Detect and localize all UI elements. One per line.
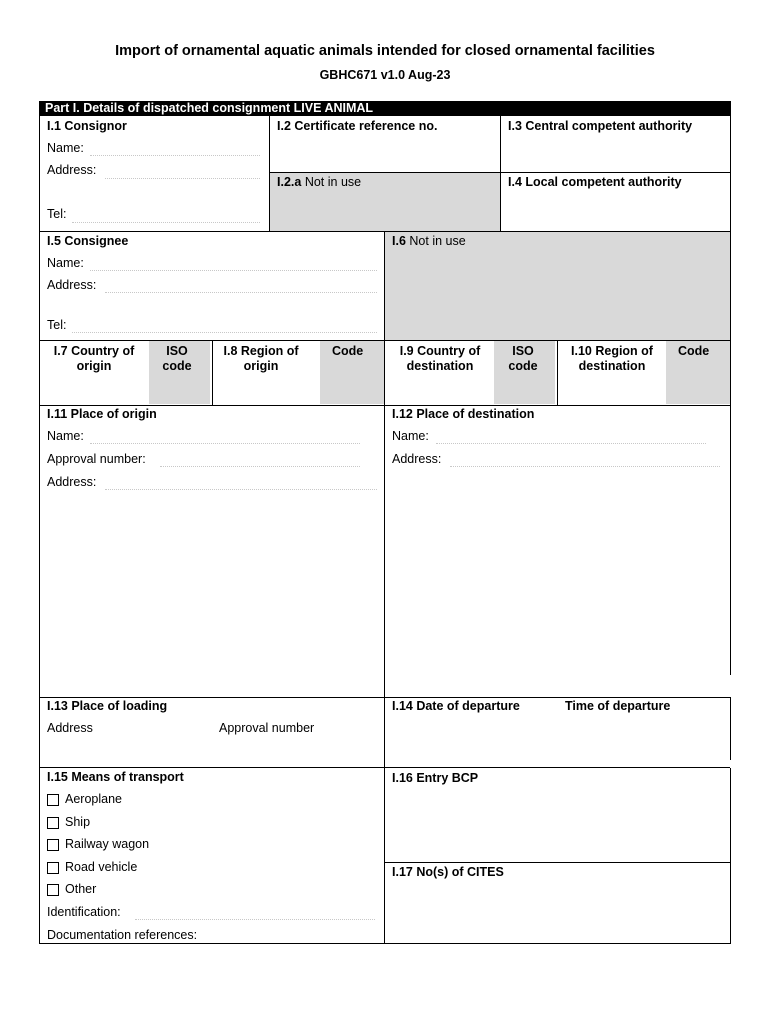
i5-name-field[interactable]: [90, 270, 377, 271]
i17-cites-label: I.17 No(s) of CITES: [392, 865, 504, 879]
i10-code-label: Code: [678, 344, 710, 358]
i11-name-label: Name:: [47, 429, 84, 443]
i6-note: Not in use: [409, 234, 466, 248]
i1-tel-label: Tel:: [47, 207, 67, 221]
i8-code-label: Code: [332, 344, 364, 358]
document-title: Import of ornamental aquatic animals intended for closed ornamental facilities: [115, 43, 655, 59]
i5-address-label: Address:: [47, 278, 97, 292]
i1-tel-field[interactable]: [72, 222, 260, 223]
i2a-label: I.2.a: [277, 175, 302, 189]
i11-address-field[interactable]: [105, 489, 377, 490]
i6-label: I.6: [392, 234, 406, 248]
option-ship-label: Ship: [65, 815, 91, 829]
option-other-label: Other: [65, 882, 97, 896]
i10-region-of-destination-label: I.10 Region of destination: [571, 344, 653, 373]
i14-date-of-departure-label: I.14 Date of departure: [392, 699, 520, 713]
i11-address-label: Address:: [47, 475, 97, 489]
i2-certificate-reference-label: I.2 Certificate reference no.: [277, 119, 438, 133]
i5-consignee-label: I.5 Consignee: [47, 234, 129, 248]
option-road-vehicle-label: Road vehicle: [65, 860, 138, 874]
checkbox-aeroplane[interactable]: [47, 794, 59, 806]
i12-address-label: Address:: [392, 452, 442, 466]
i12-name-label: Name:: [392, 429, 429, 443]
i12-place-of-destination-label: I.12 Place of destination: [392, 407, 535, 421]
document-version: GBHC671 v1.0 Aug-23: [319, 68, 451, 82]
i12-name-field[interactable]: [436, 443, 706, 444]
checkbox-ship[interactable]: [47, 817, 59, 829]
checkbox-road-vehicle[interactable]: [47, 862, 59, 874]
i5-address-field[interactable]: [105, 292, 377, 293]
i4-local-authority-label: I.4 Local competent authority: [508, 175, 682, 189]
i1-name-field[interactable]: [90, 155, 260, 156]
i3-central-authority-label: I.3 Central competent authority: [508, 119, 693, 133]
i11-place-of-origin-label: I.11 Place of origin: [47, 407, 157, 421]
i9-iso-code-label: ISO code: [508, 344, 538, 373]
i2a-note: Not in use: [304, 175, 362, 189]
i13-place-of-loading-label: I.13 Place of loading: [47, 699, 168, 713]
i13-address-label: Address: [47, 721, 93, 735]
i8-region-of-origin-label: I.8 Region of origin: [223, 344, 299, 373]
i6-label-wrap: [392, 234, 466, 248]
part-heading-bar: Part I. Details of dispatched consignment LIVE ANIMAL: [39, 101, 731, 116]
i15-documentation-label: Documentation references:: [47, 928, 198, 942]
i7-iso-code-label: ISO code: [162, 344, 192, 373]
i1-address-label: Address:: [47, 163, 97, 177]
i15-identification-field[interactable]: [135, 919, 375, 920]
i15-identification-label: Identification:: [47, 905, 121, 919]
i5-tel-field[interactable]: [72, 332, 377, 333]
i11-name-field[interactable]: [90, 443, 360, 444]
checkbox-railway-wagon[interactable]: [47, 839, 59, 851]
i1-name-label: Name:: [47, 141, 84, 155]
i2a-label-wrap: [277, 175, 361, 189]
i1-consignor-label: I.1 Consignor: [47, 119, 127, 133]
i16-entry-bcp-label: I.16 Entry BCP: [392, 771, 479, 785]
i11-approval-field[interactable]: [160, 466, 360, 467]
i5-name-label: Name:: [47, 256, 84, 270]
i15-means-of-transport-label: I.15 Means of transport: [47, 770, 184, 784]
i12-address-field[interactable]: [450, 466, 720, 467]
i7-country-of-origin-label: I.7 Country of origin: [53, 344, 135, 373]
i5-tel-label: Tel:: [47, 318, 67, 332]
checkbox-other[interactable]: [47, 884, 59, 896]
i11-approval-label: Approval number:: [47, 452, 146, 466]
i14-time-of-departure-label: Time of departure: [565, 699, 671, 713]
option-railway-wagon-label: Railway wagon: [65, 837, 150, 851]
i1-address-field[interactable]: [105, 178, 260, 179]
option-aeroplane-label: Aeroplane: [65, 792, 122, 806]
i13-approval-label: Approval number: [219, 721, 315, 735]
i9-country-of-destination-label: I.9 Country of destination: [399, 344, 481, 373]
